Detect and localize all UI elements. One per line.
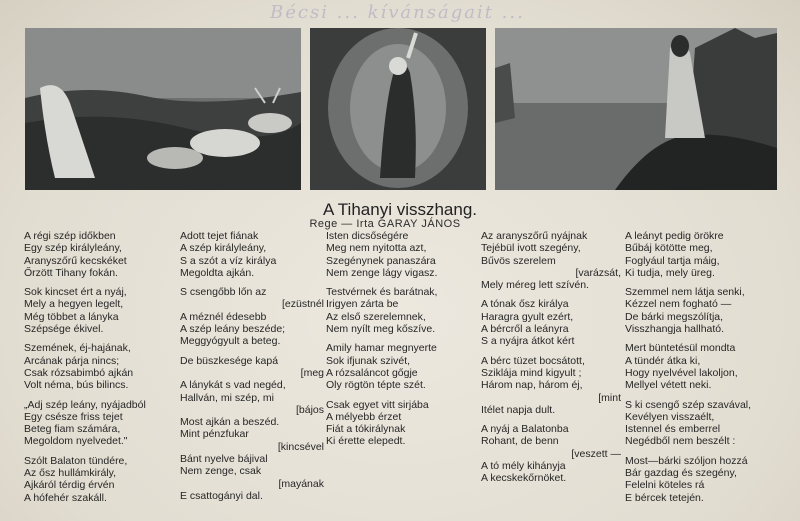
stanza xyxy=(180,355,324,416)
poem-line: Negédből nem beszélt : xyxy=(625,435,736,448)
poem-line: A kecskekőrnöket. xyxy=(481,472,567,485)
illustration-goats xyxy=(25,28,301,190)
stanza xyxy=(24,230,174,279)
stanza xyxy=(625,399,785,448)
poem-line: [bájos xyxy=(295,403,324,416)
poem-line: Mint pénzfukar xyxy=(180,428,249,441)
poem-line: Amily hamar megnyerte xyxy=(326,342,437,355)
poem-line: Foglyául tartja máig, xyxy=(625,254,720,267)
poem-line: „Adj szép leány, nyájadból xyxy=(24,398,146,411)
poem-line: Mert büntetésül mondta xyxy=(625,342,736,355)
stanza xyxy=(180,230,324,279)
stanza xyxy=(625,455,785,504)
poem-line: Tejébül ivott szegény, xyxy=(481,242,581,255)
poem-line: Szólt Balaton tündére, xyxy=(24,454,128,467)
poem-line: Bár gazdag és szegény, xyxy=(625,467,737,480)
poem-line: Oly rögtön tépte szét. xyxy=(326,379,426,392)
stanza xyxy=(24,399,174,448)
poem-line: Sziklája mind kigyult ; xyxy=(481,366,582,379)
poem-column-4 xyxy=(481,230,621,485)
poem-line: Mellyel vétett neki. xyxy=(625,379,712,392)
poem-line: A rózsaláncot gőgje xyxy=(326,366,418,379)
poem-line: De büszkesége kapá xyxy=(180,354,279,367)
stanza xyxy=(180,286,324,311)
poem-line: Egy szép királyleány, xyxy=(24,242,122,255)
poem-line: [varázsát, xyxy=(575,266,621,279)
stanza xyxy=(326,286,476,335)
poem-line: Bánt nyelve bájival xyxy=(180,453,268,466)
poem-line: A mélyebb érzet xyxy=(326,410,402,423)
stanza xyxy=(24,342,174,391)
poem-line: Haragra gyult ezért, xyxy=(481,310,574,323)
poem-line: Három nap, három éj, xyxy=(481,379,583,392)
poem-line: Ajkáról térdig érvén xyxy=(24,479,115,492)
poem-line: S a nyájra átkot kért xyxy=(481,335,575,348)
poem-line: Az első szerelemnek, xyxy=(326,310,426,323)
stanza xyxy=(326,399,476,448)
stanza xyxy=(481,298,621,347)
poem-line: Itélet napja dult. xyxy=(481,403,556,416)
illustration-cave-figure xyxy=(310,28,486,190)
poem-line: Kézzel nem fogható — xyxy=(625,298,732,311)
poem-line: [mint xyxy=(598,391,621,404)
poem-line: Volt néma, bús bilincs. xyxy=(24,379,129,392)
poem-line: Testvérnek és barátnak, xyxy=(326,286,438,299)
poem-line: Sok kincset ért a nyáj, xyxy=(24,286,127,299)
poem-line: Most—bárki szóljon hozzá xyxy=(625,454,748,467)
poem-line: A tónak ősz királya xyxy=(481,298,569,311)
poem-line: Sok ifjunak szivét, xyxy=(326,354,411,367)
poem-line: A régi szép időkben xyxy=(24,230,116,242)
poem-line: Fiát a tókirálynak xyxy=(326,423,406,436)
poem-line: S a szót a víz királya xyxy=(180,254,277,267)
illustration-lake-woman xyxy=(495,28,777,190)
poem-line: [ezüstnél xyxy=(281,298,324,311)
poem-line: Még többet a lányka xyxy=(24,310,119,323)
poem-line: Nem nyílt meg kőszíve. xyxy=(326,323,436,336)
poem-line: A lánykát s vad negéd, xyxy=(180,379,286,392)
poem-line: Visszhangja hallható. xyxy=(625,323,725,336)
poem-line: E bércek tetején. xyxy=(625,491,704,504)
poem-line: [veszett — xyxy=(571,447,621,460)
stanza xyxy=(625,342,785,391)
poem-line: Hogy nyelvével lakoljon, xyxy=(625,366,738,379)
stanza xyxy=(180,453,324,502)
poem-line: Beteg fiam számára, xyxy=(24,423,121,436)
poem-line: Szemének, éj-hajának, xyxy=(24,342,131,355)
poem-line: Szegénynek panaszára xyxy=(326,254,436,267)
poem-line: Aranyszőrű kecskéket xyxy=(24,254,127,267)
poem-subtitle: Rege — Irta GARAY JÁNOS xyxy=(309,218,461,230)
poem-line: Az ősz hullámkirály, xyxy=(24,467,116,480)
poem-line: A leányt pedig örökre xyxy=(625,230,724,242)
stanza xyxy=(24,455,174,504)
poem-line: Nem zenge lágy vigasz. xyxy=(326,266,438,279)
poem-line: S csengőbb lőn az xyxy=(180,286,267,299)
poem-line: A nyáj a Balatonba xyxy=(481,423,569,436)
poem-line: Istennel és emberrel xyxy=(625,423,721,436)
poem-line: A méznél édesebb xyxy=(180,310,267,323)
poem-line: Szemmel nem látja senki, xyxy=(625,286,745,299)
handwritten-note: Bécsi ... kívánságait ... xyxy=(270,2,525,23)
stanza xyxy=(481,355,621,416)
poem-line: Isten dicsőségére xyxy=(326,230,409,242)
poem-line: Ki tudja, mely üreg. xyxy=(625,266,715,279)
poem-line: Csak egyet vitt sirjába xyxy=(326,398,429,411)
poem-line: A bércről a leányra xyxy=(481,323,569,336)
poem-line: Ki érette elepedt. xyxy=(326,435,406,448)
poem-line: E csattogányi dal. xyxy=(180,489,263,502)
poem-line: A tündér átka ki, xyxy=(625,354,701,367)
poem-line: Hallván, mi szép, mi xyxy=(180,391,274,404)
poem-line: [mayának xyxy=(278,477,324,490)
poem-line: Megoldta ajkán. xyxy=(180,266,255,279)
poem-line: [meg xyxy=(300,366,324,379)
stanza xyxy=(326,342,476,391)
stanza xyxy=(180,416,324,453)
poem-line: Felelni köteles rá xyxy=(625,479,705,492)
poem-line: Egy csésze friss tejet xyxy=(24,410,123,423)
poem-line: Csak rózsabimbó ajkán xyxy=(24,366,134,379)
stanza xyxy=(326,230,476,279)
poem-line: Megoldom nyelvedet." xyxy=(24,435,128,448)
poem-line: De bárki megszólítja, xyxy=(625,310,724,323)
poem-line: Nem zenge, csak xyxy=(180,465,262,478)
poem-line: A bérc tüzet bocsátott, xyxy=(481,354,585,367)
poem-line: Most ajkán a beszéd. xyxy=(180,416,280,429)
poem-line: Adott tejet fiának xyxy=(180,230,259,242)
poem-line: Rohant, de benn xyxy=(481,435,559,448)
stanza xyxy=(24,286,174,335)
poem-line: Bűvös szerelem xyxy=(481,254,556,267)
poem-line: Mely a hegyen legelt, xyxy=(24,298,124,311)
poem-line: Irigyen zárta be xyxy=(326,298,399,311)
poem-line: A hófehér szakáll. xyxy=(24,491,107,504)
stanza xyxy=(625,230,785,279)
poem-line: Őrzött Tihany fokán. xyxy=(24,266,118,279)
stanza xyxy=(481,230,621,291)
poem-line: Meg nem nyitotta azt, xyxy=(326,242,427,255)
poem-column-5 xyxy=(625,230,785,504)
stanza xyxy=(180,311,324,348)
poem-line: Bűbáj kötötte meg, xyxy=(625,242,713,255)
poem-line: Arcának párja nincs; xyxy=(24,354,120,367)
poem-line: Meggyógyult a beteg. xyxy=(180,335,281,348)
poem-line: Kevélyen visszaélt, xyxy=(625,410,715,423)
stanza xyxy=(625,286,785,335)
poem-line: S ki csengő szép szavával, xyxy=(625,398,752,411)
poem-line: [kincsével xyxy=(277,440,324,453)
poem-line: Az aranyszőrű nyájnak xyxy=(481,230,588,242)
poem-column-3 xyxy=(326,230,476,448)
poem-title: A Tihanyi visszhang. xyxy=(322,200,478,219)
poem-line: A szép királyleány, xyxy=(180,242,267,255)
poem-line: Mely méreg lett szívén. xyxy=(481,279,589,292)
stanza xyxy=(481,423,621,484)
poem-line: A szép leány beszéde; xyxy=(180,323,286,336)
poem-line: A tó mély kihányja xyxy=(481,460,566,473)
poem-line: Szépsége ékivel. xyxy=(24,323,104,336)
poem-column-2 xyxy=(180,230,324,502)
poem-column-1 xyxy=(24,230,174,504)
